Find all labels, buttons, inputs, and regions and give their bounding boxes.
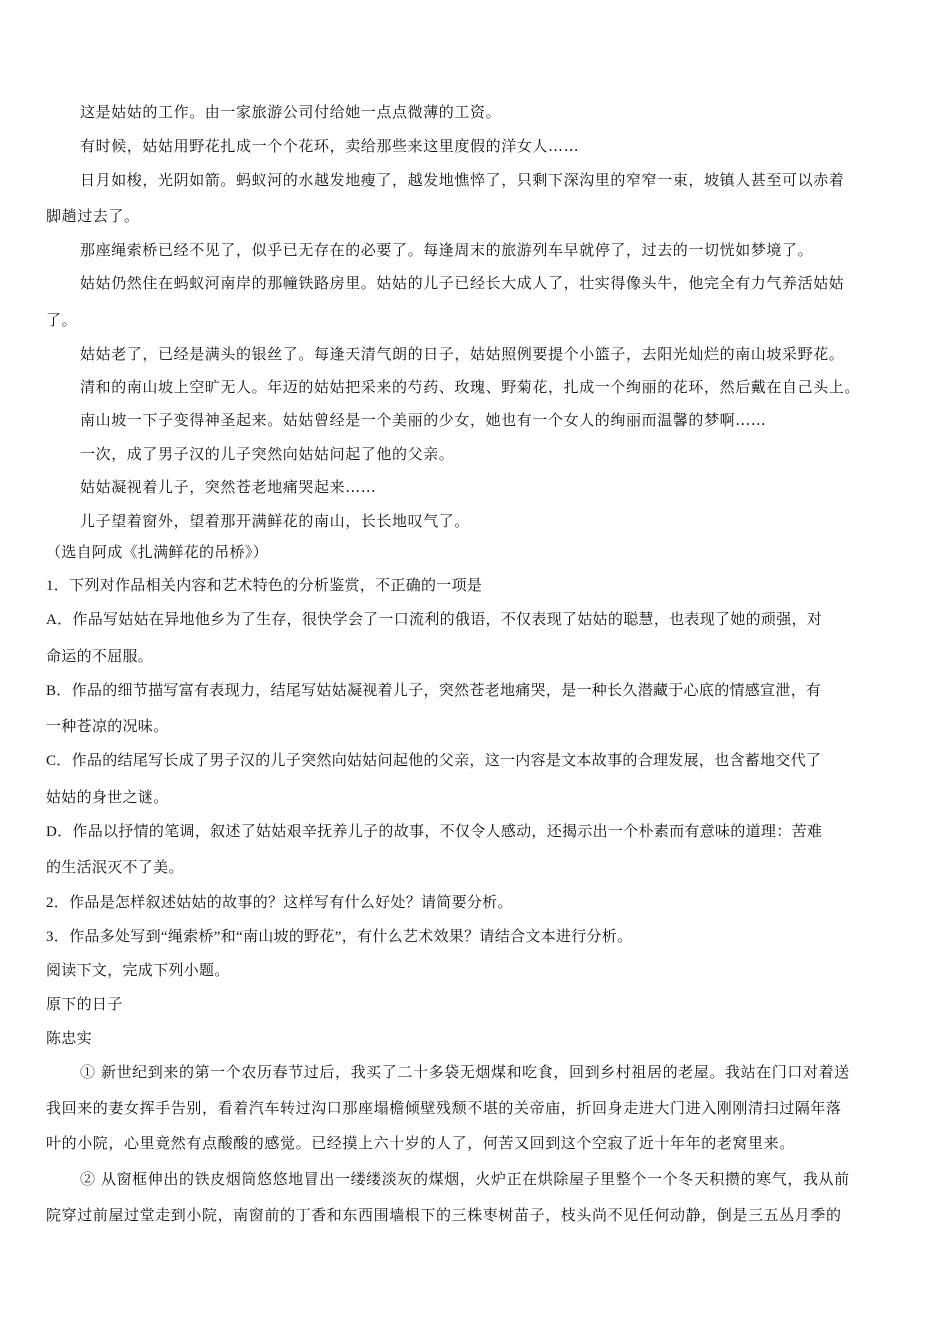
story-line: 那座绳索桥已经不见了，似乎已无存在的必要了。每逢周末的旅游列车早就停了，过去的一切恍如梦境了。 [80, 241, 814, 259]
essay-line: 叶的小院，心里竟然有点酸酸的感觉。已经摸上六十岁的人了，何苦又回到这个空寂了近十年年的老窝里来。 [46, 1134, 795, 1152]
question-1-stem: 1．下列对作品相关内容和艺术特色的分析鉴赏，不正确的一项是 [46, 578, 483, 594]
story-line: 儿子望着窗外，望着那开满鲜花的南山，长长地叹气了。 [80, 512, 471, 530]
essay-line: ② 从窗框伸出的铁皮烟筒悠悠地冒出一缕缕淡灰的煤烟，火炉正在烘除屋子里整个一个冬天积攒的寒气，我从前 [80, 1170, 850, 1188]
option-d-continued: 的生活泯灭不了美。 [46, 860, 184, 876]
story-line: 一次，成了男子汉的儿子突然向姑姑问起了他的父亲。 [80, 445, 455, 463]
option-b: B．作品的细节描写富有表现力，结尾写姑姑凝视着儿子，突然苍老地痛哭，是一种长久潜藏于心底的情感宣泄，有 [46, 683, 822, 699]
option-b-continued: 一种苍凉的况味。 [46, 719, 169, 735]
question-2: 2．作品是怎样叙述姑姑的故事的？这样写有什么好处？请简要分析。 [46, 895, 513, 911]
essay-line: 院穿过前屋过堂走到小院，南窗前的丁香和东西围墙根下的三株枣树苗子，枝头尚不见任何动静，倒是三五丛月季的 [46, 1206, 842, 1224]
reading-instruction: 阅读下文，完成下列小题。 [46, 963, 230, 979]
essay-line: ① 新世纪到来的第一个农历春节过后，我买了二十多袋无烟煤和吃食，回到乡村祖居的老屋。我站在门口对着送 [80, 1063, 850, 1081]
essay-line: 我回来的妻女挥手告别，看着汽车转过沟口那座塌檐倾壁残颓不堪的关帝庙，折回身走进大门进入刚刚清扫过隔年落 [46, 1099, 842, 1117]
question-3: 3．作品多处写到“绳索桥”和“南山坡的野花”，有什么艺术效果？请结合文本进行分析。 [46, 929, 633, 945]
essay-author: 陈忠实 [46, 1031, 92, 1047]
story-line: 了。 [46, 311, 78, 329]
story-line: 脚趟过去了。 [46, 207, 140, 225]
source-citation: （选自阿成《扎满鲜花的吊桥》） [46, 545, 269, 561]
option-d: D．作品以抒情的笔调，叙述了姑姑艰辛抚养儿子的故事，不仅令人感动，还揭示出一个朴素而有意味的道理：苦难 [46, 824, 823, 840]
story-line: 清和的南山坡上空旷无人。年迈的姑姑把采来的芍药、玫瑰、野菊花，扎成一个绚丽的花环，然后戴在自己头上。 [80, 378, 861, 396]
essay-title: 原下的日子 [46, 997, 123, 1013]
option-a-continued: 命运的不屈服。 [46, 649, 154, 665]
story-line: 有时候，姑姑用野花扎成一个个花环，卖给那些来这里度假的洋女人…… [80, 137, 580, 155]
story-line: 日月如梭，光阴如箭。蚂蚁河的水越发地瘦了，越发地憔悴了，只剩下深沟里的窄窄一束，坡镇人甚至可以赤着 [80, 171, 845, 189]
option-c: C．作品的结尾写长成了男子汉的儿子突然向姑姑问起他的父亲，这一内容是文本故事的合理发展，也含蓄地交代了 [46, 753, 822, 769]
option-c-continued: 姑姑的身世之谜。 [46, 790, 169, 806]
story-line: 这是姑姑的工作。由一家旅游公司付给她一点点微薄的工资。 [80, 103, 502, 121]
story-line: 姑姑凝视着儿子，突然苍老地痛哭起来…… [80, 478, 377, 496]
story-line: 南山坡一下子变得神圣起来。姑姑曾经是一个美丽的少女，她也有一个女人的绚丽而温馨的梦啊…… [80, 411, 767, 429]
option-a: A．作品写姑姑在异地他乡为了生存，很快学会了一口流利的俄语，不仅表现了姑姑的聪慧，也表现了她的顽强，对 [46, 612, 823, 628]
story-line: 姑姑老了，已经是满头的银丝了。每逢天清气朗的日子，姑姑照例要提个小篮子，去阳光灿烂的南山坡采野花。 [80, 345, 845, 363]
story-line: 姑姑仍然住在蚂蚁河南岸的那幢铁路房里。姑姑的儿子已经长大成人了，壮实得像头牛，他完全有力气养活姑姑 [80, 274, 845, 292]
